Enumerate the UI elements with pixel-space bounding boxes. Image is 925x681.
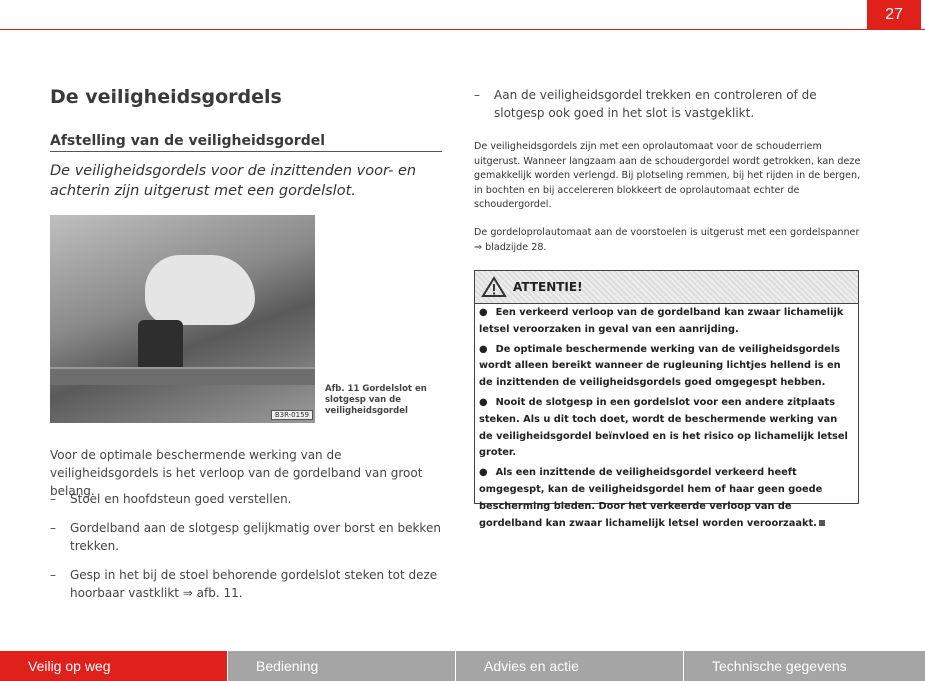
step-item: – Stoel en hoofdsteun goed verstellen. bbox=[50, 490, 445, 508]
nav-tab-bediening[interactable]: Bediening bbox=[228, 651, 455, 681]
page-number: 27 bbox=[867, 0, 921, 29]
end-marker-icon bbox=[819, 520, 825, 526]
figure-caption: Afb. 11 Gordelslot en slotgesp van de veiligheidsgordel bbox=[325, 384, 427, 416]
warning-triangle-icon bbox=[481, 276, 507, 298]
step-item: – Aan de veiligheidsgordel trekken en controleren of de slotgesp ook goed in het slot is vastgeklikt. bbox=[474, 86, 859, 122]
seat-rail-illustration bbox=[50, 367, 315, 385]
body-text: Voor de optimale beschermende werking van de veiligheidsgordels is het verloop van de gordelband van groot belang. bbox=[50, 448, 423, 498]
header-rule bbox=[0, 29, 925, 30]
warning-item: ● De optimale beschermende werking van de veiligheidsgordels wordt alleen bereikt wanneer de rugleuning lichtjes hellend is en de inzittenden de veiligheidsgordels goed omgegespt hebben. bbox=[479, 343, 841, 389]
chapter-nav bbox=[0, 651, 925, 681]
warning-item: ● Als een inzittende de veiligheidsgordel verkeerd heeft omgegespt, kan de veiligheidsgordel hem of haar geen goede bescherming bieden. Door het verkeerde verloop van de gordelband kan zwaar lichamelijk letsel worden veroorzaakt. bbox=[479, 465, 854, 532]
paragraph: De gordeloprolautomaat aan de voorstoelen is uitgerust met een gordelspanner ⇒ bladzijde 28. bbox=[474, 227, 860, 253]
page-title: De veiligheidsgordels bbox=[50, 86, 282, 108]
nav-tab-technische-gegevens[interactable]: Technische gegevens bbox=[684, 651, 925, 681]
section-heading: Afstelling van de veiligheidsgordel bbox=[50, 133, 442, 152]
step-item: – Gesp in het bij de stoel behorende gordelslot steken tot deze hoorbaar vastklikt ⇒ afb. 11. bbox=[50, 566, 445, 602]
warning-title: ATTENTIE! bbox=[513, 280, 583, 294]
paragraph: De veiligheidsgordels zijn met een oprolautomaat voor de schouderriem uitgerust. Wanneer langzaam aan de schoudergordel wordt getrokken, kan deze gemakkelijk worden verlengd. Bij plotseling remmen, bij het rijden in de bergen, in bochten en bij accelereren blokkeert de oprolautomaat echter de schoudergordel. bbox=[474, 141, 861, 210]
nav-tab-advies-en-actie[interactable]: Advies en actie bbox=[456, 651, 683, 681]
hand-illustration bbox=[145, 255, 255, 325]
warning-header bbox=[475, 271, 858, 304]
step-item: – Gordelband aan de slotgesp gelijkmatig over borst en bekken trekken. bbox=[50, 519, 445, 555]
warning-item: ● Nooit de slotgesp in een gordelslot voor een andere zitplaats steken. Als u dit toch doet, wordt de beschermende werking van de veiligheidsgordel beïnvloed en is het risico op lichamelijk letsel groter. bbox=[479, 396, 848, 459]
figure-code: B3R-0159 bbox=[271, 410, 313, 420]
warning-item: ● Een verkeerd verloop van de gordelband kan zwaar lichamelijk letsel veroorzaken in geval van een aanrijding. bbox=[479, 307, 844, 335]
warning-box bbox=[474, 270, 859, 529]
seatbelt-buckle-figure bbox=[50, 215, 315, 423]
intro-text: De veiligheidsgordels voor de inzittenden voor- en achterin zijn uitgerust met een gordelslot. bbox=[50, 163, 417, 199]
nav-tab-veilig-op-weg[interactable]: Veilig op weg bbox=[0, 651, 227, 681]
